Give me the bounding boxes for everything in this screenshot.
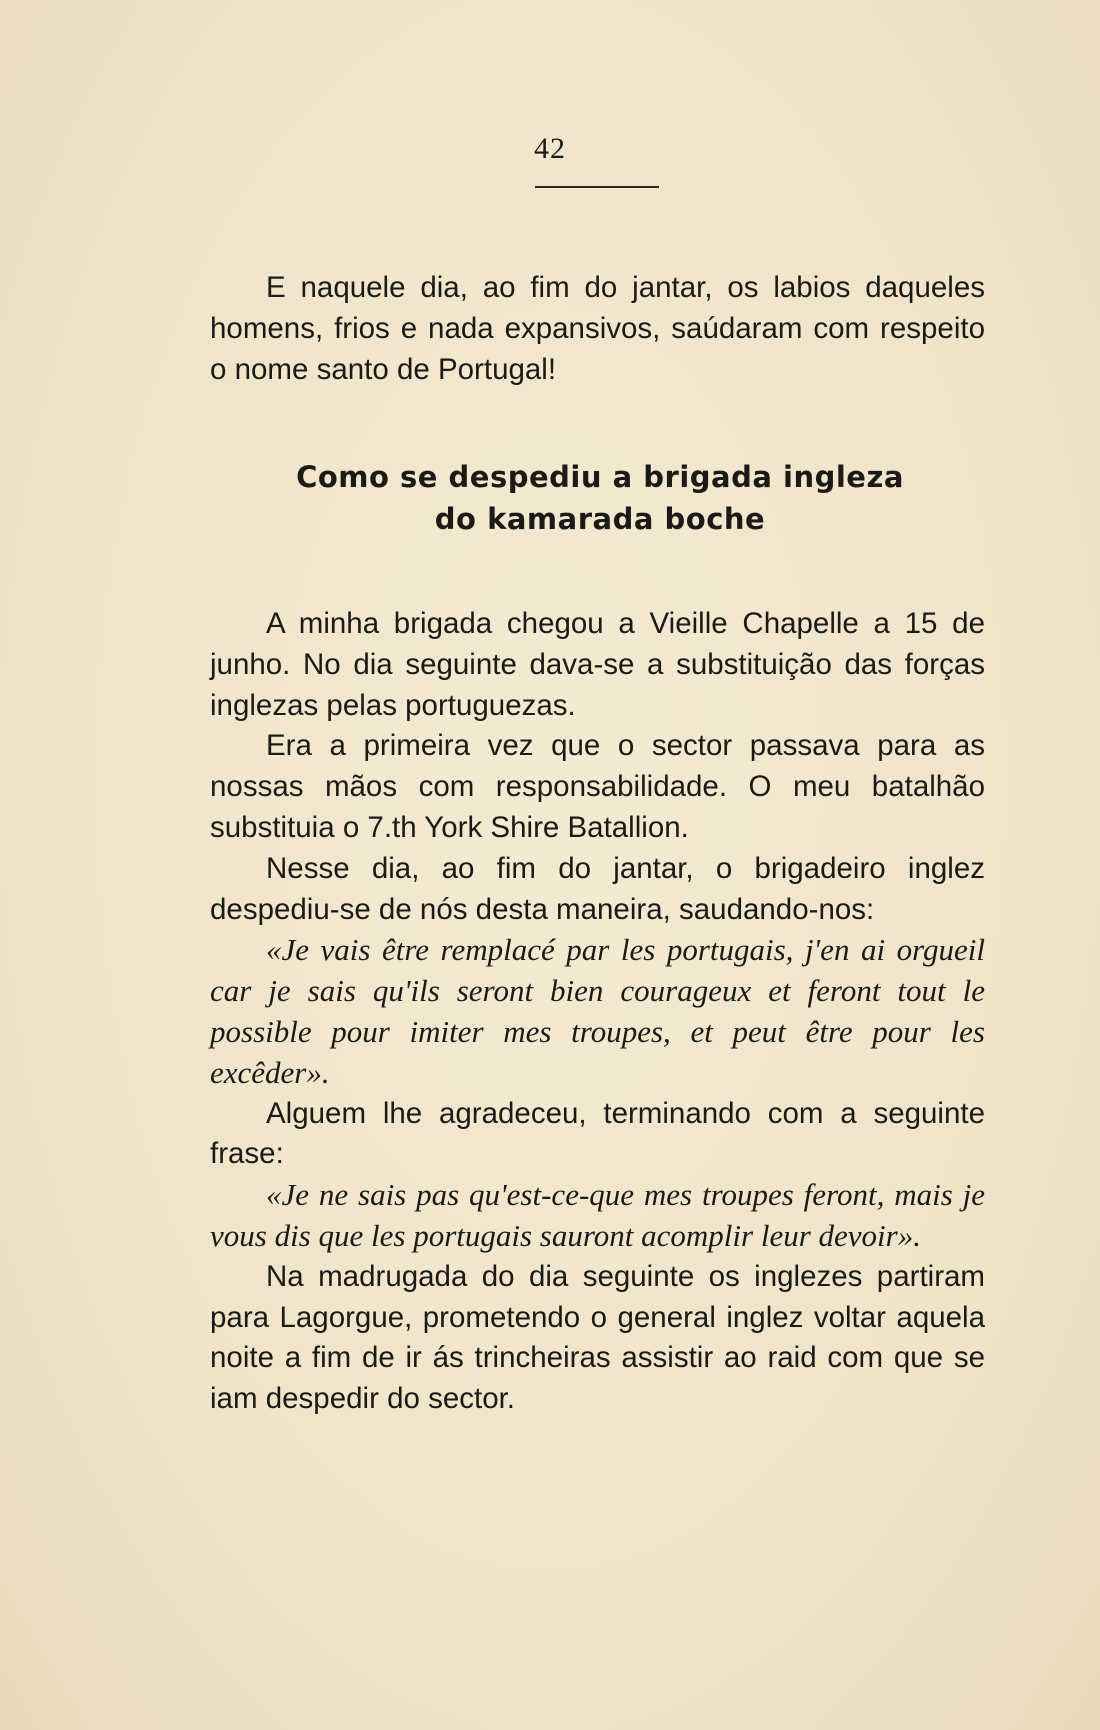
intro-paragraph: E naquele dia, ao fim do jantar, os labios daqueles homens, frios e nada expansivos, saúdaram com respeito o nome santo de Portugal! [210,271,985,386]
paragraph: Na madrugada do dia seguinte os inglezes partiram para Lagorgue, prometendo o general inglez voltar aquela noite a fim de ir ás trincheiras assistir ao raid com que se iam despedir do sector. [210,1259,985,1416]
page-number: 42 [534,132,566,165]
quote-paragraph: «Je vais être remplacé par les portugais, j'en ai orgueil car je sais qu'ils seront bien courageux et feront tout le possible pour imiter mes troupes, et peut être pour les excêder». [210,932,985,1090]
section-heading [260,456,940,540]
paragraph: A minha brigada chegou a Vieille Chapelle a 15 de junho. No dia seguinte dava-se a substituição das forças inglezas pelas portuguezas. [210,607,985,722]
intro-paragraph-block [210,268,985,390]
page-number-rule [535,186,659,188]
quote-paragraph: «Je ne sais pas qu'est-ce-que mes troupes feront, mais je vous dis que les portugais sauront acomplir leur devoir». [210,1177,985,1253]
section-body [210,604,985,1420]
paragraph: Nesse dia, ao fim do jantar, o brigadeiro inglez despediu-se de nós desta maneira, saudando-nos: [210,851,985,926]
section-heading-line-2: do kamarada boche [434,502,766,536]
paragraph: Alguem lhe agradeceu, terminando com a seguinte frase: [210,1096,985,1171]
paragraph: Era a primeira vez que o sector passava para as nossas mãos com responsabilidade. O meu batalhão substituia o 7.th York Shire Batallion. [210,729,985,844]
section-heading-line-1: Como se despediu a brigada ingleza [296,460,904,494]
